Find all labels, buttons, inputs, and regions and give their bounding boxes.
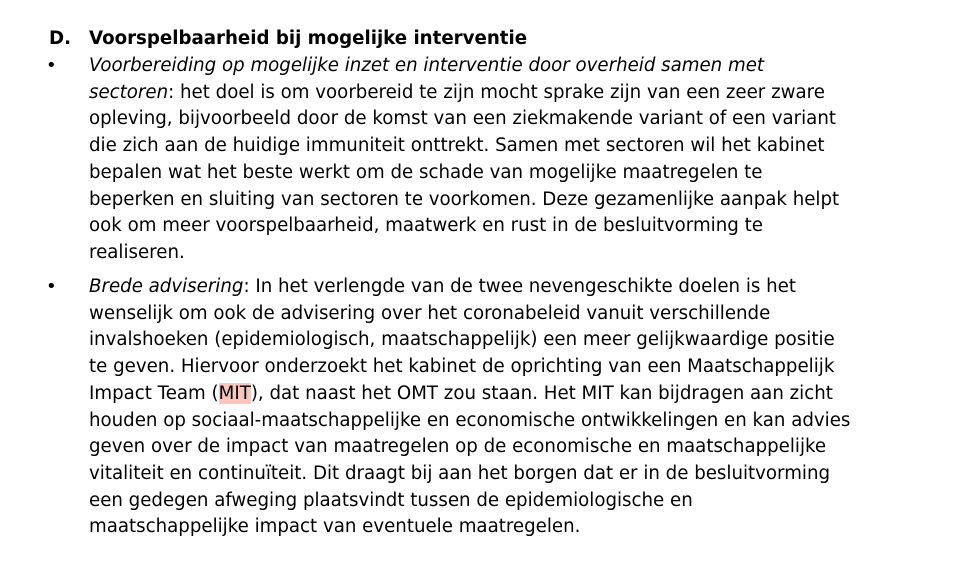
text-line: geven over de impact van maatregelen op de economische en maatschappelijke: [89, 436, 827, 458]
text-fragment: : het doel is om voorbereid te zijn mocht sprake zijn van een zeer zware: [168, 81, 825, 103]
text-fragment: : In het verlengde van de twee nevengeschikte doelen is het: [243, 276, 796, 297]
paragraph-text: [89, 53, 929, 267]
text-line: wenselijk om ook de advisering over het coronabeleid vanuit verschillende: [89, 302, 771, 324]
text-line: [89, 274, 929, 301]
bullet-icon: •: [46, 55, 57, 76]
text-fragment: Impact Team (: [89, 382, 219, 404]
bullet-icon: •: [46, 276, 57, 297]
text-line: opleving, bijvoorbeeld door de komst van een ziekmakende variant of een variant: [89, 108, 836, 130]
text-line: [89, 80, 929, 107]
highlighted-abbreviation: MIT: [218, 382, 251, 404]
text-line: bepalen wat het beste werkt om de schade van mogelijke maatregelen te: [89, 161, 763, 183]
text-line: [89, 53, 929, 80]
text-line: houden op sociaal-maatschappelijke en economische ontwikkelingen en kan advies: [89, 409, 851, 431]
section-letter: D.: [49, 28, 72, 49]
italic-term-continuation: sectoren: [89, 81, 169, 103]
text-line: ook om meer voorspelbaarheid, maatwerk en rust in de besluitvorming te: [89, 215, 763, 237]
text-line: invalshoeken (epidemiologisch, maatschappelijk) een meer gelijkwaardige positie: [89, 329, 835, 351]
italic-term: Brede advisering: [89, 276, 244, 297]
text-line: te geven. Hiervoor onderzoekt het kabinet de oprichting van een Maatschappelijk: [89, 356, 835, 378]
paragraph-text: [89, 274, 929, 541]
text-line: een gedegen afweging plaatsvindt tussen de epidemiologische en: [89, 489, 693, 511]
text-line: maatschappelijke impact van eventuele maatregelen.: [89, 516, 581, 538]
text-line: [89, 381, 929, 408]
text-fragment: ), dat naast het OMT zou staan. Het MIT kan bijdragen aan zicht: [250, 382, 833, 404]
text-line: vitaliteit en continuïteit. Dit draagt bij aan het borgen dat er in de besluitvorming: [89, 462, 831, 484]
section-heading: [49, 27, 527, 51]
text-line: beperken en sluiting van sectoren te voorkomen. Deze gezamenlijke aanpak helpt: [89, 188, 840, 210]
italic-term: Voorbereiding op mogelijke inzet en interventie door overheid samen met: [89, 55, 765, 76]
text-line: realiseren.: [89, 241, 185, 263]
text-line: die zich aan de huidige immuniteit onttrekt. Samen met sectoren wil het kabinet: [89, 135, 825, 157]
section-title: Voorspelbaarheid bij mogelijke interventie: [89, 28, 528, 49]
